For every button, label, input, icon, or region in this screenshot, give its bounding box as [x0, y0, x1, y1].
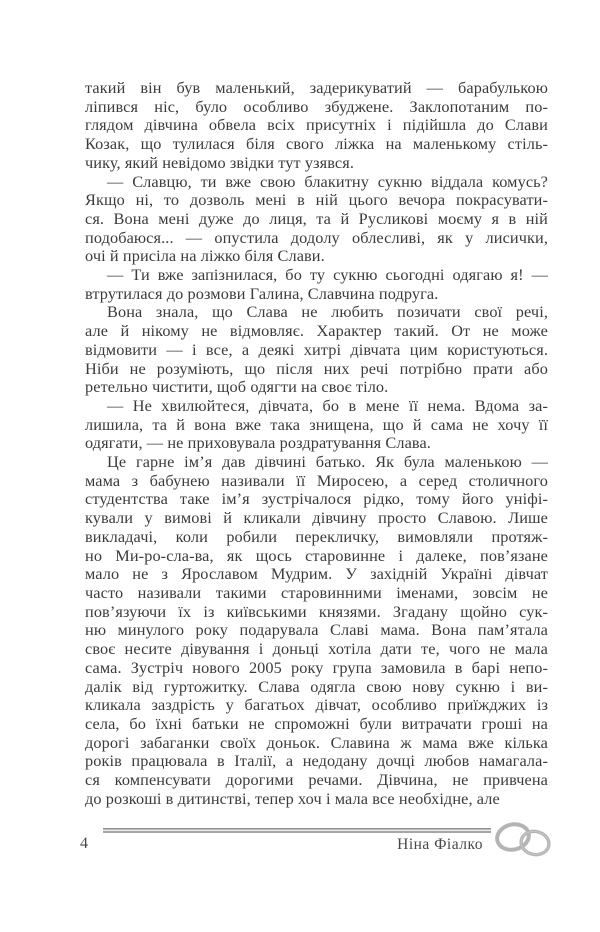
text-line: — Славцю, ти вже свою блакитну сукню віддала комусь?	[107, 171, 548, 191]
page-number: 4	[80, 835, 88, 852]
paragraph	[85, 79, 548, 173]
paragraph	[85, 173, 548, 267]
paragraph	[85, 266, 548, 303]
text-line: дорогі забаганки своїх доньок. Славина ж мама вже кілька	[85, 732, 548, 752]
text-line: чику, який невідомо звідки тут узявся.	[85, 152, 354, 172]
text-line: очі й присіла на ліжко біля Слави.	[85, 246, 325, 266]
text-line: — Не хвилюйтеся, дівчата, бо в мене її нема. Вдома за-	[107, 395, 548, 415]
text-line: ліпився ніс, було особливо збуджене. Заклопотаним по-	[85, 96, 548, 116]
text-line: села, бо їхні батьки не спроможні були витрачати гроші на	[85, 713, 548, 733]
text-line: кликала заздрість у багатьох дівчат, особливо приїжджих із	[85, 695, 548, 715]
text-line: сама. Зустріч нового 2005 року група замовила в барі непо-	[85, 657, 548, 677]
paragraph	[85, 303, 548, 397]
text-line: — Ти вже запізнилася, бо ту сукню сьогодні одягаю я! —	[107, 265, 548, 285]
text-line: ся компенсувати дорогими речами. Дівчина, не привчена	[85, 770, 548, 790]
text-line: такий він був маленький, задерикуватий — барабулькою	[85, 78, 548, 97]
text-line: мало не з Ярославом Мудрим. У західній Україні дівчат	[85, 564, 548, 584]
text-line: Якщо ні, то дозволь мені в ній цього вечора покрасувати-	[85, 190, 548, 210]
text-line: ся. Вона мені дуже до лиця, та й Русликові моєму я в ній	[85, 208, 548, 228]
text-line: пов’язуючи їх із київськими князями. Згадану щойно сук-	[85, 601, 548, 621]
text-line: часто називали такими старовинними іменами, зовсім не	[85, 582, 548, 602]
paragraph	[85, 397, 548, 453]
text-line: мама з бабунею називали її Миросею, а серед столичного	[85, 470, 548, 490]
text-line: студентства таке ім’я зустрічалося рідко, тому його уніфі-	[85, 489, 548, 509]
text-line: Козак, що тулилася біля свого ліжка на маленькому стіль-	[85, 134, 548, 154]
text-line: років працювала в Італії, а недодану дочці любов намагала-	[85, 751, 548, 771]
text-line: одягати, — не приховувала роздратування Слава.	[85, 433, 431, 453]
text-line: втрутилася до розмови Галина, Славчина подруга.	[85, 283, 439, 303]
footer-rule	[103, 828, 491, 833]
text-line: Це гарне ім’я дав дівчині батько. Як була маленькою —	[107, 452, 548, 472]
text-line: глядом дівчина обвела всіх присутніх і підійшла до Слави	[85, 115, 548, 135]
text-line: лишила, та й вона вже така знищена, що й сама не хочу її	[85, 414, 548, 434]
text-line: ню минулого року подарувала Славі мама. Вона пам’ятала	[85, 620, 548, 640]
text-line: ретельно чистити, щоб одягти на своє тіло.	[85, 377, 389, 397]
text-line: але й нікому не відмовляє. Характер такий. От не може	[85, 321, 548, 341]
text-line: кували у вимові й кликали дівчину просто Славою. Лише	[85, 508, 548, 528]
text-line: своє несите дівування і доньці хотіла дати те, чого не мала	[85, 639, 548, 659]
text-line: но Ми-ро-сла-ва, як щось старовинне і далеке, пов’язане	[85, 545, 548, 565]
page-text	[85, 79, 548, 808]
text-line: відмовити — і все, а деякі хитрі дівчата цим користуються.	[85, 339, 548, 359]
paragraph	[85, 453, 548, 808]
footer-author: Ніна Фіалко	[397, 836, 483, 853]
text-line: подобаюся... — опустила додолу облесливі, як у лисички,	[85, 227, 548, 247]
text-line: до розкоші в дитинстві, тепер хоч і мала все необхідне, але	[85, 788, 500, 808]
text-line: Ніби не розуміють, що після них речі потрібно прати або	[85, 358, 548, 378]
text-line: Вона знала, що Слава не любить позичати свої речі,	[107, 302, 548, 322]
text-line: викладачі, коли робили перекличку, вимовляли протяж-	[85, 526, 548, 546]
text-line: далік від гуртожитку. Слава одягла свою нову сукню і ви-	[85, 676, 548, 696]
wedding-rings-icon	[488, 818, 558, 862]
